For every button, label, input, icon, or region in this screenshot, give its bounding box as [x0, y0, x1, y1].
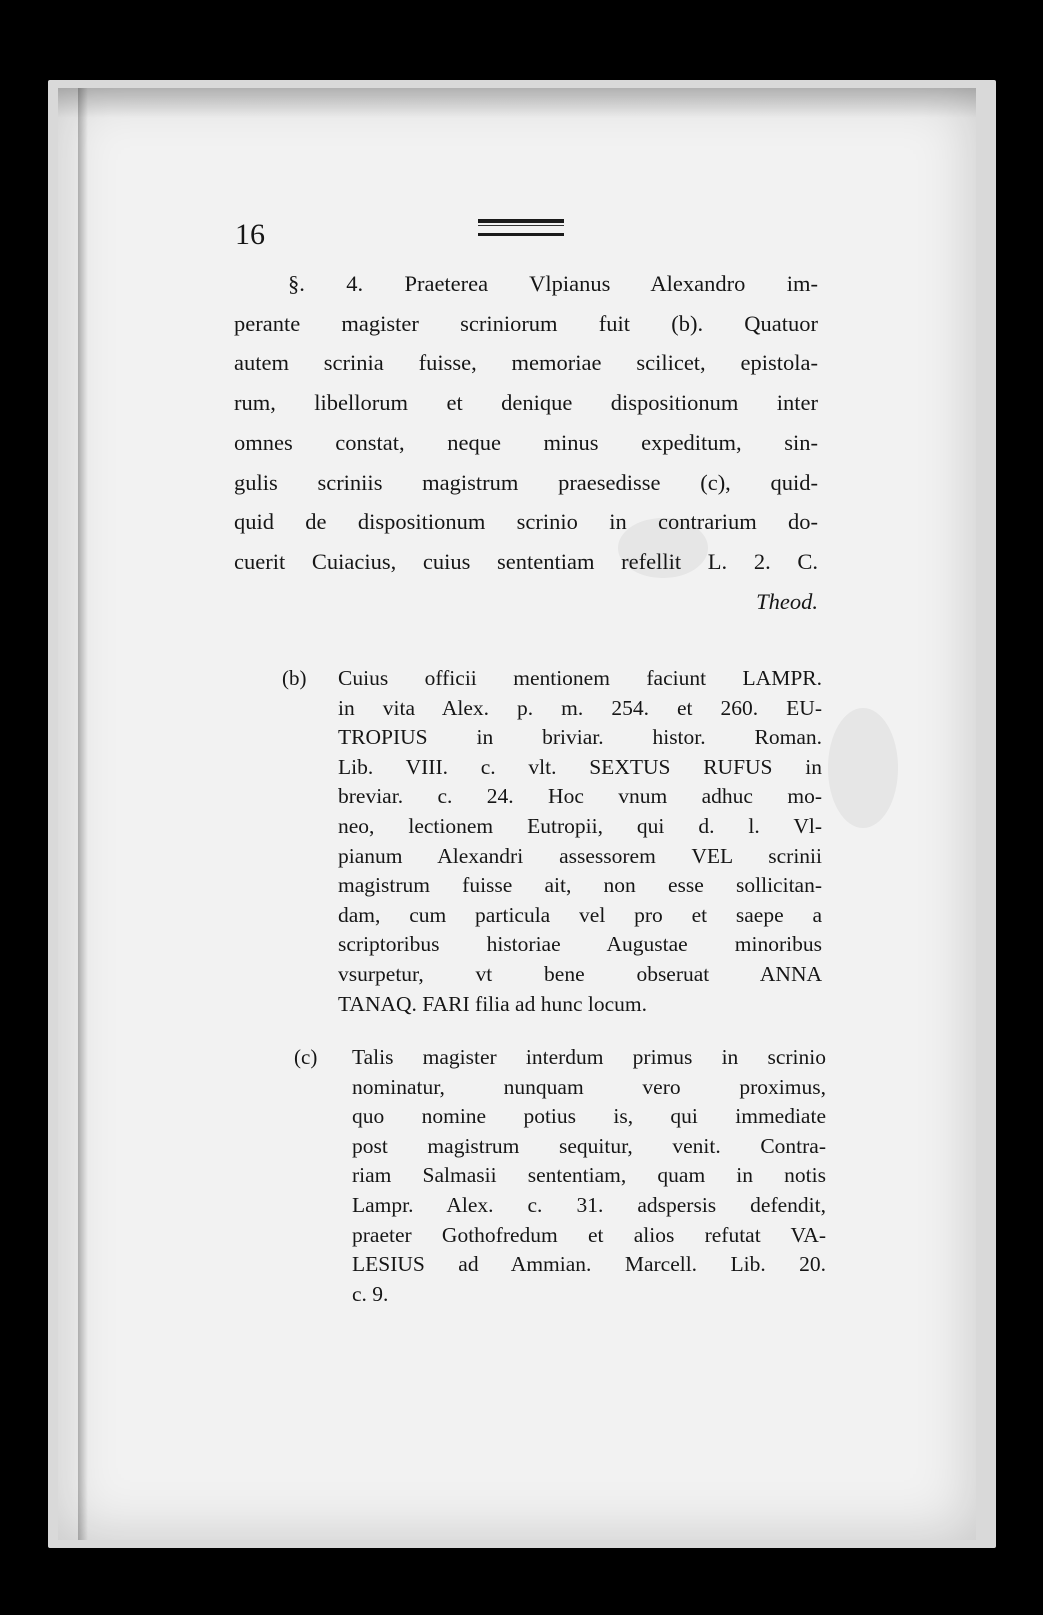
text-line: omnes constat, neque minus expeditum, sin- — [234, 429, 818, 455]
footnote-body — [352, 1043, 826, 1309]
text-line: §. 4. Praeterea Vlpianus Alexandro im- — [288, 271, 818, 296]
footnote-line: Cuius officii mentionem faciunt LAMPR. — [338, 666, 822, 690]
footnote-line: post magistrum sequitur, venit. Contra- — [352, 1133, 826, 1158]
book-page — [58, 88, 976, 1540]
footnote-line: quo nomine potius is, qui immediate — [352, 1104, 826, 1129]
page-shadow-left — [78, 88, 88, 1540]
text-line: cuerit Cuiacius, cuius sententiam refellit L. 2. C. — [234, 548, 818, 574]
footnote-line: praeter Gothofredum et alios refutat VA- — [352, 1222, 826, 1247]
footnote-line: c. 9. — [352, 1281, 389, 1306]
footnote-c — [294, 1043, 834, 1306]
footnote-line: in vita Alex. p. m. 254. et 260. EU- — [338, 695, 822, 720]
footnote-line: Talis magister interdum primus in scrinio — [352, 1045, 826, 1069]
footnote-b — [282, 664, 822, 1016]
footnote-line: magistrum fuisse ait, non esse sollicitan- — [338, 873, 822, 898]
text-line: autem scrinia fuisse, memoriae scilicet, epistola- — [234, 350, 818, 376]
footnote-line: breviar. c. 24. Hoc vnum adhuc mo- — [338, 784, 822, 809]
footnote-line: riam Salmasii sententiam, quam in notis — [352, 1163, 826, 1188]
header-ornament — [478, 219, 564, 236]
footnote-line: nominatur, nunquam vero proximus, — [352, 1074, 826, 1099]
footnote-line: scriptoribus historiae Augustae minoribus — [338, 932, 822, 957]
text-line: Theod. — [756, 588, 818, 614]
text-line: perante magister scriniorum fuit (b). Quatuor — [234, 310, 818, 336]
main-paragraph — [234, 264, 818, 621]
text-line: gulis scriniis magistrum praesedisse (c), quid- — [234, 469, 818, 495]
footnote-line: pianum Alexandri assessorem VEL scrinii — [338, 843, 822, 868]
footnote-body — [338, 664, 822, 1019]
page-content — [58, 88, 976, 1540]
paper-stain — [828, 708, 898, 828]
footnote-line: neo, lectionem Eutropii, qui d. l. Vl- — [338, 813, 822, 838]
text-line: rum, libellorum et denique dispositionum inter — [234, 390, 818, 416]
footnote-line: Lampr. Alex. c. 31. adspersis defendit, — [352, 1192, 826, 1217]
footnote-line: LESIUS ad Ammian. Marcell. Lib. 20. — [352, 1252, 826, 1277]
footnote-marker: (b) — [282, 666, 307, 690]
page-number: 16 — [235, 218, 265, 251]
footnote-line: dam, cum particula vel pro et saepe a — [338, 902, 822, 927]
footnote-marker: (c) — [294, 1045, 318, 1069]
footnote-line: Lib. VIII. c. vlt. SEXTUS RUFUS in — [338, 754, 822, 779]
footnote-line: vsurpetur, vt bene obseruat ANNA — [338, 961, 822, 986]
page-shadow-top — [58, 88, 976, 118]
text-line: quid de dispositionum scrinio in contrarium do- — [234, 509, 818, 535]
footnote-line: TROPIUS in briviar. histor. Roman. — [338, 725, 822, 750]
footnote-line: TANAQ. FARI filia ad hunc locum. — [338, 991, 647, 1016]
